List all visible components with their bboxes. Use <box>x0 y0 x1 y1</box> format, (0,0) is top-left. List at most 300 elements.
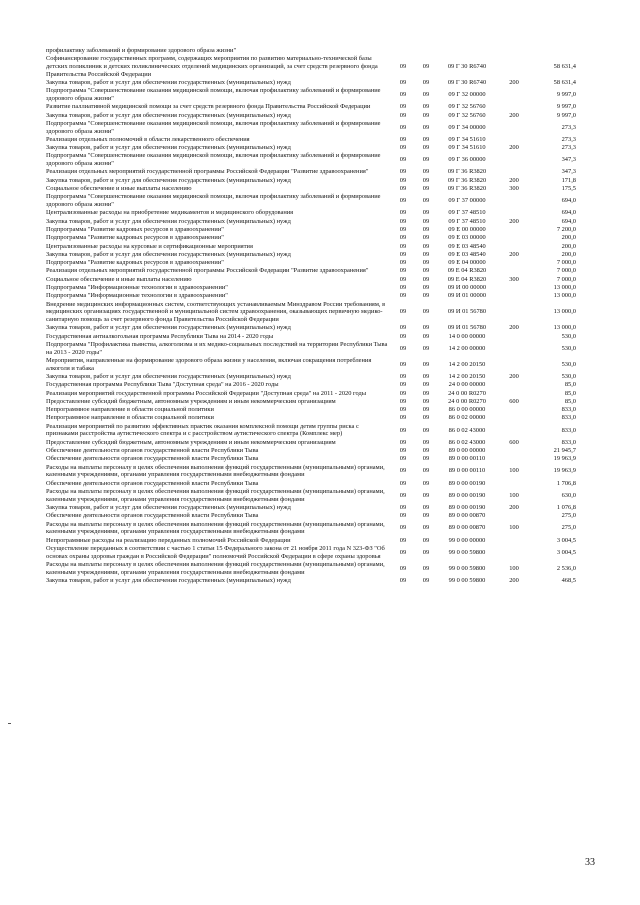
row-section-code: 09 <box>399 324 407 332</box>
row-expense-type: 600 <box>509 438 519 446</box>
row-section-code: 09 <box>399 503 407 511</box>
row-name: Расходы на выплаты персоналу в целях обеспечения выполнения функций государственными (муниципальными) органами, казенными учреждениями, органами управления государственными внебюджетными фондами <box>46 463 385 479</box>
row-name: Закупка товаров, работ и услуг для обеспечения государственных (муниципальных) нужд <box>46 503 291 511</box>
table-row <box>46 480 598 488</box>
table-row <box>46 398 598 406</box>
table-row <box>46 168 598 176</box>
row-section-code: 09 <box>399 91 407 99</box>
row-name: Подпрограмма "Информационные технологии в здравоохранении" <box>46 292 228 300</box>
row-target-article: 14 0 00 00000 <box>448 332 486 340</box>
row-name: Закупка товаров, работ и услуг для обеспечения государственных (муниципальных) нужд <box>46 176 291 184</box>
row-amount: 833,0 <box>561 406 576 414</box>
row-amount: 530,0 <box>561 332 576 340</box>
row-amount: 694,0 <box>561 209 576 217</box>
row-target-article: 09 Г 34 51610 <box>448 135 486 143</box>
row-amount: 21 945,7 <box>553 447 576 455</box>
row-subsection-code: 09 <box>422 381 430 389</box>
row-name: Развитие паллиативной медицинской помощи за счет средств резервного фонда Правительства Российской Федерации <box>46 103 371 111</box>
row-amount: 273,3 <box>561 144 576 152</box>
row-subsection-code: 09 <box>422 512 430 520</box>
row-subsection-code: 09 <box>422 536 430 544</box>
row-target-article: 89 0 00 00870 <box>448 512 486 520</box>
row-name: Обеспечение деятельности органов государственной власти Республики Тыва <box>46 447 259 455</box>
row-subsection-code: 09 <box>422 503 430 511</box>
row-target-article: 09 Е 03 48540 <box>448 250 486 258</box>
table-row <box>46 301 598 324</box>
row-target-article: 89 0 00 00000 <box>448 447 486 455</box>
row-amount: 347,3 <box>561 156 576 164</box>
row-name: Расходы на выплаты персоналу в целях обеспечения выполнения функций государственными (муниципальными) органами, казенными учреждениями, органами управления государственными внебюджетными фондами <box>46 560 385 576</box>
row-name: Расходы на выплаты персоналу в целях обеспечения выполнения функций государственными (муниципальными) органами, казенными учреждениями, органами управления государственными внебюджетными фондами <box>46 520 385 536</box>
row-target-article: 24 0 00 R0270 <box>448 397 486 405</box>
row-target-article: 09 Г 34 00000 <box>448 123 486 131</box>
row-amount: 9 997,0 <box>556 103 576 111</box>
row-section-code: 09 <box>399 512 407 520</box>
row-target-article: 09 И 01 56780 <box>447 308 487 316</box>
row-target-article: 09 Е 04 R3820 <box>447 275 487 283</box>
row-name: Централизованные расходы на курсовые и сертификационные мероприятия <box>46 242 253 250</box>
row-amount: 468,5 <box>561 576 576 584</box>
row-subsection-code: 09 <box>422 332 430 340</box>
row-name: Предоставление субсидий бюджетным, автономным учреждениям и иным некоммерческим организациям <box>46 397 336 405</box>
row-amount: 19 963,9 <box>553 455 576 463</box>
table-row <box>46 333 598 341</box>
row-subsection-code: 09 <box>422 426 430 434</box>
row-subsection-code: 09 <box>422 438 430 446</box>
row-expense-type: 100 <box>509 467 519 475</box>
row-amount: 530,0 <box>561 344 576 352</box>
row-name: Подпрограмма "Развитие кадровых ресурсов в здравоохранении" <box>46 234 224 242</box>
row-amount: 530,0 <box>561 372 576 380</box>
row-section-code: 09 <box>399 292 407 300</box>
row-name: Государственная антиалкогольная программа Республики Тыва на 2014 - 2020 годы <box>46 332 274 340</box>
row-subsection-code: 09 <box>422 156 430 164</box>
row-amount: 694,0 <box>561 217 576 225</box>
row-expense-type: 200 <box>509 217 519 225</box>
row-subsection-code: 09 <box>422 91 430 99</box>
row-name: Реализация отдельных мероприятий государственной программы Российской Федерации "Развитие здравоохранения" <box>46 267 369 275</box>
row-section-code: 09 <box>399 250 407 258</box>
table-row <box>46 537 598 545</box>
row-target-article: 09 Е 00 00000 <box>448 225 486 233</box>
row-amount: 2 536,0 <box>556 564 576 572</box>
row-target-article: 09 Г 37 48510 <box>448 209 486 217</box>
row-subsection-code: 09 <box>422 344 430 352</box>
row-section-code: 09 <box>399 267 407 275</box>
row-section-code: 09 <box>399 381 407 389</box>
table-row <box>46 488 598 503</box>
row-amount: 85,0 <box>564 389 576 397</box>
row-name: Подпрограмма "Совершенствование оказания медицинской помощи, включая профилактику заболеваний и формирование здорового образа жизни" <box>46 87 381 102</box>
table-row <box>46 185 598 193</box>
row-target-article: 09 Г 36 00000 <box>448 156 486 164</box>
row-target-article: 09 Г 36 R3820 <box>447 176 487 184</box>
row-amount: 85,0 <box>564 397 576 405</box>
row-target-article: 24 0 00 R0270 <box>448 389 486 397</box>
row-name: Софинансирование государственных программ, содержащих мероприятия по развитию материально-технической базы детских поликлиник и детских поликлинических отделений медицинских организаций, за счет средств резервного фонда Правительства Российской Федерации <box>46 55 378 78</box>
row-section-code: 09 <box>399 389 407 397</box>
row-amount: 200,0 <box>561 250 576 258</box>
table-row <box>46 193 598 208</box>
row-amount: 3 004,5 <box>556 536 576 544</box>
row-section-code: 09 <box>399 123 407 131</box>
row-amount: 175,5 <box>561 185 576 193</box>
table-row <box>46 447 598 455</box>
row-subsection-code: 09 <box>422 185 430 193</box>
row-name: Закупка товаров, работ и услуг для обеспечения государственных (муниципальных) нужд <box>46 372 291 380</box>
row-subsection-code: 09 <box>422 267 430 275</box>
table-row <box>46 406 598 414</box>
row-target-article: 99 0 00 59800 <box>448 576 486 584</box>
table-row <box>46 373 598 381</box>
table-row <box>46 87 598 102</box>
row-subsection-code: 09 <box>422 447 430 455</box>
table-row <box>46 504 598 512</box>
row-section-code: 09 <box>399 344 407 352</box>
row-amount: 7 000,0 <box>556 259 576 267</box>
table-row <box>46 390 598 398</box>
row-amount: 7 000,0 <box>556 275 576 283</box>
row-target-article: 99 0 00 00000 <box>448 536 486 544</box>
row-amount: 13 000,0 <box>553 284 576 292</box>
row-target-article: 09 Г 36 R3820 <box>447 168 487 176</box>
row-expense-type: 300 <box>509 185 519 193</box>
row-section-code: 09 <box>399 447 407 455</box>
table-row <box>46 103 598 111</box>
row-subsection-code: 09 <box>422 111 430 119</box>
row-subsection-code: 09 <box>422 217 430 225</box>
row-subsection-code: 09 <box>422 242 430 250</box>
row-subsection-code: 09 <box>422 524 430 532</box>
row-name: Обеспечение деятельности органов государственной власти Республики Тыва <box>46 455 259 463</box>
row-name: Непрограммное направление в области социальной политики <box>46 414 214 422</box>
row-subsection-code: 09 <box>422 414 430 422</box>
row-expense-type: 600 <box>509 397 519 405</box>
row-subsection-code: 09 <box>422 406 430 414</box>
table-row <box>46 324 598 332</box>
row-section-code: 09 <box>399 406 407 414</box>
row-target-article: 89 0 00 00190 <box>448 491 486 499</box>
table-row <box>46 209 598 217</box>
row-name: Закупка товаров, работ и услуг для обеспечения государственных (муниципальных) нужд <box>46 79 291 86</box>
row-target-article: 89 0 00 00190 <box>448 503 486 511</box>
row-section-code: 09 <box>399 135 407 143</box>
row-name: Реализация мероприятий государственной программы Российской Федерации "Доступная среда" на 2011 - 2020 годы <box>46 389 367 397</box>
row-target-article: 09 Г 32 00000 <box>448 91 486 99</box>
row-amount: 9 997,0 <box>556 91 576 99</box>
table-row <box>46 577 598 585</box>
row-subsection-code: 09 <box>422 548 430 556</box>
row-target-article: 99 0 00 59800 <box>448 564 486 572</box>
row-subsection-code: 09 <box>422 63 430 70</box>
row-subsection-code: 09 <box>422 308 430 316</box>
row-amount: 833,0 <box>561 426 576 434</box>
table-row <box>46 414 598 422</box>
row-subsection-code: 09 <box>422 225 430 233</box>
table-row <box>46 243 598 251</box>
row-target-article: 09 Е 04 00000 <box>448 259 486 267</box>
row-amount: 9 997,0 <box>556 111 576 119</box>
row-target-article: 09 Г 30 R6740 <box>447 63 487 70</box>
row-section-code: 09 <box>399 536 407 544</box>
row-name: Предоставление субсидий бюджетным, автономным учреждениям и иным некоммерческим организациям <box>46 438 336 446</box>
row-subsection-code: 09 <box>422 259 430 267</box>
page-number: 33 <box>585 857 595 868</box>
row-section-code: 09 <box>399 548 407 556</box>
table-row <box>46 234 598 242</box>
row-name: Закупка товаров, работ и услуг для обеспечения государственных (муниципальных) нужд <box>46 250 291 258</box>
row-name: Реализация отдельных полномочий в области лекарственного обеспечения <box>46 135 250 143</box>
row-section-code: 09 <box>399 372 407 380</box>
row-amount: 13 000,0 <box>553 324 576 332</box>
table-row <box>46 423 598 438</box>
table-row <box>46 218 598 226</box>
row-name: Подпрограмма "Развитие кадровых ресурсов в здравоохранении" <box>46 259 224 267</box>
row-amount: 273,3 <box>561 135 576 143</box>
row-amount: 833,0 <box>561 414 576 422</box>
row-target-article: 09 И 00 00000 <box>447 284 487 292</box>
table-row <box>46 55 598 78</box>
row-target-article: 89 0 00 00110 <box>448 467 486 475</box>
row-name: Подпрограмма "Информационные технологии в здравоохранении" <box>46 284 228 292</box>
scan-mark <box>8 723 11 724</box>
row-target-article: 86 0 02 43000 <box>448 438 486 446</box>
table-row <box>46 226 598 234</box>
table-row <box>46 439 598 447</box>
row-subsection-code: 09 <box>422 209 430 217</box>
row-subsection-code: 09 <box>422 234 430 242</box>
row-name: Государственная программа Республики Тыва "Доступная среда" на 2016 - 2020 годы <box>46 381 279 389</box>
row-subsection-code: 09 <box>422 79 430 86</box>
row-amount: 833,0 <box>561 438 576 446</box>
row-expense-type: 100 <box>509 491 519 499</box>
row-subsection-code: 09 <box>422 397 430 405</box>
row-name: Обеспечение деятельности органов государственной власти Республики Тыва <box>46 479 259 487</box>
row-target-article: 24 0 00 00000 <box>448 381 486 389</box>
row-amount: 273,3 <box>561 123 576 131</box>
row-subsection-code: 09 <box>422 275 430 283</box>
row-target-article: 89 0 00 00870 <box>448 524 486 532</box>
row-expense-type: 100 <box>509 564 519 572</box>
row-section-code: 09 <box>399 455 407 463</box>
row-section-code: 09 <box>399 308 407 316</box>
table-row <box>46 259 598 267</box>
row-subsection-code: 09 <box>422 576 430 584</box>
row-section-code: 09 <box>399 284 407 292</box>
row-name: Закупка товаров, работ и услуг для обеспечения государственных (муниципальных) нужд <box>46 576 291 584</box>
row-name: Мероприятия, направленные на формирование здорового образа жизни у населения, включая сокращения потребления алкоголя и табака <box>46 356 372 372</box>
row-name: Расходы на выплаты персоналу в целях обеспечения выполнения функций государственными (муниципальными) органами, казенными учреждениями, органами управления государственными внебюджетными фондами <box>46 487 385 503</box>
row-amount: 1 076,8 <box>556 503 576 511</box>
row-target-article: 99 0 00 59800 <box>448 548 486 556</box>
row-section-code: 09 <box>399 576 407 584</box>
row-section-code: 09 <box>399 275 407 283</box>
row-expense-type: 200 <box>509 576 519 584</box>
row-amount: 275,0 <box>561 512 576 520</box>
row-expense-type: 200 <box>509 250 519 258</box>
row-target-article: 09 Г 30 R6740 <box>447 79 487 86</box>
row-section-code: 09 <box>399 176 407 184</box>
row-target-article: 09 Е 03 00000 <box>448 234 486 242</box>
table-row <box>46 144 598 152</box>
row-amount: 19 963,9 <box>553 467 576 475</box>
row-subsection-code: 09 <box>422 168 430 176</box>
table-row <box>46 512 598 520</box>
row-section-code: 09 <box>399 197 407 205</box>
row-amount: 1 706,8 <box>556 479 576 487</box>
row-target-article: 86 0 00 00000 <box>448 406 486 414</box>
row-section-code: 09 <box>399 524 407 532</box>
row-name: Осуществление переданных в соответствии с частью 1 статьи 15 Федерального закона от 21 ноября 2011 года N 323-ФЗ "Об основах охраны здоровья граждан в Российской Федерации" полномочий Российской Федерации в сфере охраны здоровья <box>46 544 385 560</box>
row-subsection-code: 09 <box>422 123 430 131</box>
row-section-code: 09 <box>399 185 407 193</box>
row-name: Обеспечение деятельности органов государственной власти Республики Тыва <box>46 512 259 520</box>
row-amount: 275,0 <box>561 524 576 532</box>
table-row <box>46 177 598 185</box>
row-subsection-code: 09 <box>422 135 430 143</box>
row-section-code: 09 <box>399 414 407 422</box>
row-subsection-code: 09 <box>422 389 430 397</box>
row-subsection-code: 09 <box>422 284 430 292</box>
row-target-article: 86 0 02 00000 <box>448 414 486 422</box>
row-expense-type: 200 <box>509 176 519 184</box>
table-row <box>46 267 598 275</box>
row-target-article: 09 Г 34 51610 <box>448 144 486 152</box>
row-amount: 200,0 <box>561 242 576 250</box>
row-target-article: 09 Г 32 56760 <box>448 111 486 119</box>
table-row <box>46 561 598 576</box>
row-section-code: 09 <box>399 467 407 475</box>
table-row <box>46 381 598 389</box>
row-name: Социальное обеспечение и иные выплаты населению <box>46 185 192 193</box>
row-amount: 7 000,0 <box>556 267 576 275</box>
table-row <box>46 136 598 144</box>
row-section-code: 09 <box>399 168 407 176</box>
row-subsection-code: 09 <box>422 564 430 572</box>
row-expense-type: 200 <box>509 372 519 380</box>
row-name: Подпрограмма "Совершенствование оказания медицинской помощи, включая профилактику заболеваний и формирование здорового образа жизни" <box>46 119 381 135</box>
row-name: Непрограммное направление в области социальной политики <box>46 406 214 414</box>
row-name: Закупка товаров, работ и услуг для обеспечения государственных (муниципальных) нужд <box>46 324 291 332</box>
row-name: Подпрограмма "Совершенствование оказания медицинской помощи, включая профилактику заболеваний и формирование здорового образа жизни" <box>46 193 381 209</box>
table-row <box>46 251 598 259</box>
row-target-article: 86 0 02 43000 <box>448 426 486 434</box>
row-amount: 171,8 <box>561 176 576 184</box>
row-name: Подпрограмма "Профилактика пьянства, алкоголизма и их медико-социальных последствий на территории Республики Тыва на 2013 - 2020 годы" <box>46 340 388 356</box>
row-section-code: 09 <box>399 103 407 111</box>
row-name: Закупка товаров, работ и услуг для обеспечения государственных (муниципальных) нужд <box>46 111 291 119</box>
row-target-article: 09 Г 37 00000 <box>448 197 486 205</box>
row-section-code: 09 <box>399 242 407 250</box>
row-section-code: 09 <box>399 234 407 242</box>
row-expense-type: 200 <box>509 79 519 86</box>
row-amount: 694,0 <box>561 197 576 205</box>
row-subsection-code: 09 <box>422 360 430 368</box>
table-row <box>46 464 598 479</box>
table-row <box>46 79 598 87</box>
row-section-code: 09 <box>399 259 407 267</box>
row-section-code: 09 <box>399 209 407 217</box>
table-row <box>46 521 598 536</box>
row-amount: 58 631,4 <box>553 79 576 86</box>
table-row <box>46 276 598 284</box>
row-section-code: 09 <box>399 63 407 70</box>
row-subsection-code: 09 <box>422 467 430 475</box>
row-name: Непрограммные расходы на реализацию переданных полномочий Российской Федерации <box>46 536 291 544</box>
row-section-code: 09 <box>399 111 407 119</box>
row-section-code: 09 <box>399 426 407 434</box>
row-amount: 3 004,5 <box>556 548 576 556</box>
row-amount: 200,0 <box>561 234 576 242</box>
row-section-code: 09 <box>399 332 407 340</box>
row-section-code: 09 <box>399 79 407 86</box>
row-section-code: 09 <box>399 144 407 152</box>
row-amount: 13 000,0 <box>553 292 576 300</box>
row-subsection-code: 09 <box>422 197 430 205</box>
row-section-code: 09 <box>399 491 407 499</box>
row-target-article: 09 Е 04 R3820 <box>447 267 487 275</box>
row-section-code: 09 <box>399 217 407 225</box>
table-row <box>46 341 598 356</box>
row-section-code: 09 <box>399 479 407 487</box>
row-subsection-code: 09 <box>422 455 430 463</box>
row-section-code: 09 <box>399 156 407 164</box>
table-row <box>46 357 598 372</box>
row-target-article: 14 2 00 20150 <box>448 372 486 380</box>
row-name: Закупка товаров, работ и услуг для обеспечения государственных (муниципальных) нужд <box>46 217 291 225</box>
row-name: Централизованные расходы на приобретение медикаментов и медицинского оборудования <box>46 209 294 217</box>
table-row <box>46 112 598 120</box>
table-row <box>46 152 598 167</box>
row-subsection-code: 09 <box>422 250 430 258</box>
row-amount: 530,0 <box>561 360 576 368</box>
table-row <box>46 120 598 135</box>
row-expense-type: 100 <box>509 524 519 532</box>
table-row <box>46 47 598 55</box>
budget-table <box>46 47 598 585</box>
row-amount: 347,3 <box>561 168 576 176</box>
row-subsection-code: 09 <box>422 491 430 499</box>
row-expense-type: 200 <box>509 503 519 511</box>
row-expense-type: 200 <box>509 144 519 152</box>
row-expense-type: 200 <box>509 111 519 119</box>
row-expense-type: 300 <box>509 275 519 283</box>
row-name: Реализация отдельных мероприятий государственной программы Российской Федерации "Развитие здравоохранения" <box>46 168 369 176</box>
row-subsection-code: 09 <box>422 479 430 487</box>
row-name: Реализация мероприятий по развитию эффективных практик оказания комплексной помощи детям группы риска с признаками расстройства аутистического спектра и с расстройством аутистического спектра (Комплекс мер) <box>46 422 359 438</box>
row-name: профилактику заболеваний и формирование здорового образа жизни" <box>46 47 237 54</box>
row-amount: 13 000,0 <box>553 308 576 316</box>
row-amount: 85,0 <box>564 381 576 389</box>
row-subsection-code: 09 <box>422 103 430 111</box>
row-section-code: 09 <box>399 564 407 572</box>
row-target-article: 09 Е 03 48540 <box>448 242 486 250</box>
row-target-article: 89 0 00 00110 <box>448 455 486 463</box>
row-target-article: 09 И 01 00000 <box>447 292 487 300</box>
row-amount: 7 200,0 <box>556 225 576 233</box>
row-target-article: 09 Г 32 56760 <box>448 103 486 111</box>
row-target-article: 09 И 01 56780 <box>447 324 487 332</box>
row-target-article: 14 2 00 20150 <box>448 360 486 368</box>
row-subsection-code: 09 <box>422 144 430 152</box>
row-target-article: 09 Г 36 R3820 <box>447 185 487 193</box>
row-expense-type: 200 <box>509 324 519 332</box>
row-subsection-code: 09 <box>422 372 430 380</box>
row-name: Внедрение медицинских информационных систем, соответствующих устанавливаемым Минздравом России требованиям, в медицинских организациях государственной и муниципальной систем здравоохранения, оказывающих первичную медико-санитарную помощь за счет резервного фонда Правительства Российской Федерации <box>46 300 386 324</box>
row-name: Подпрограмма "Совершенствование оказания медицинской помощи, включая профилактику заболеваний и формирование здорового образа жизни" <box>46 152 381 168</box>
row-section-code: 09 <box>399 397 407 405</box>
row-subsection-code: 09 <box>422 324 430 332</box>
